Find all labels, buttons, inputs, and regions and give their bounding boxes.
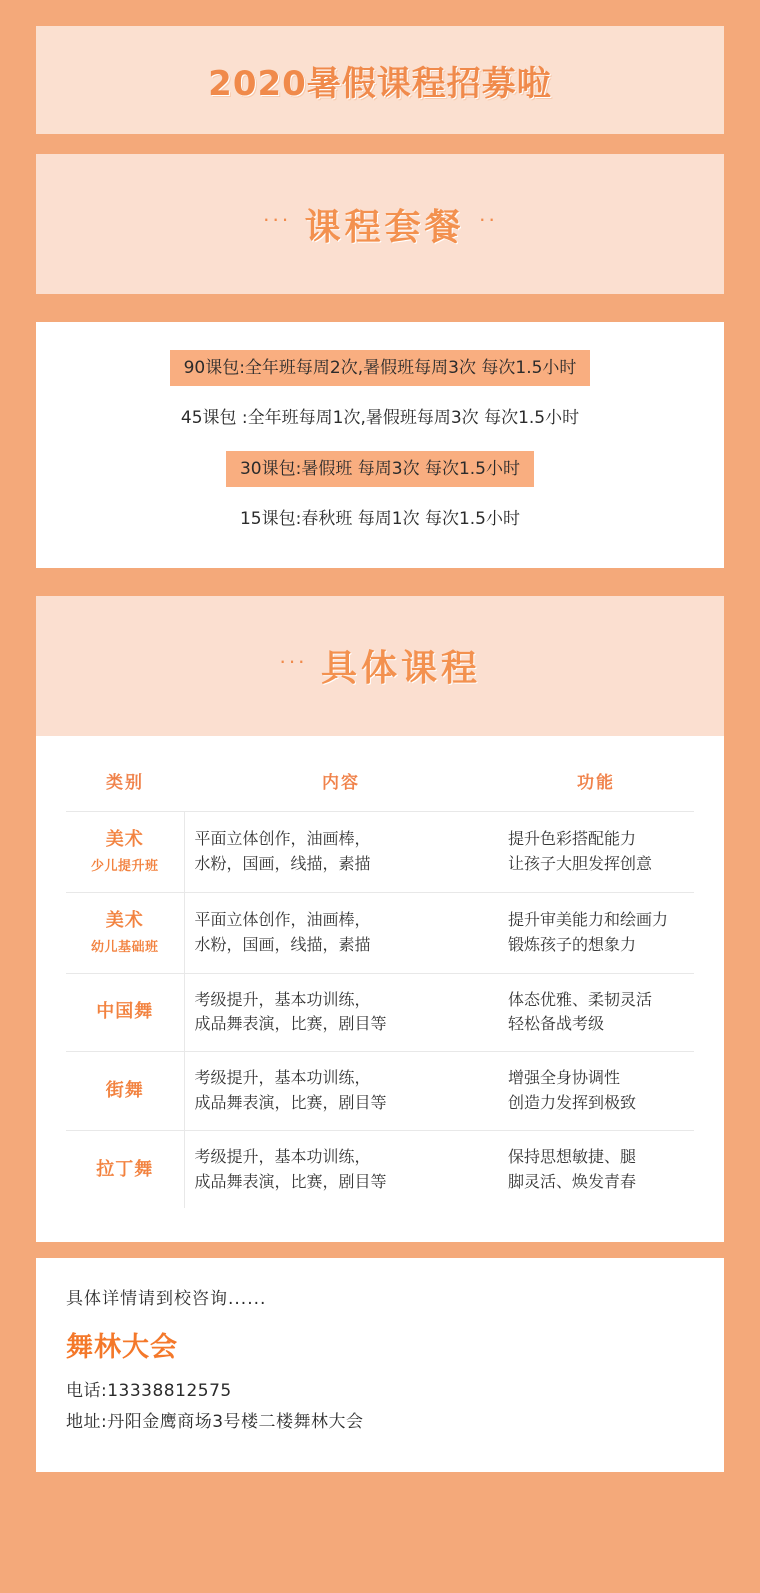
cell-content [184,1130,498,1208]
content-line-2: 水粉，国画，线描，素描 [194,853,371,873]
table-row [66,892,694,973]
category-main: 街舞 [105,1080,144,1102]
cell-function [498,1052,694,1131]
cell-category [66,1052,184,1131]
function-line-2: 脚灵活、焕发青春 [508,1171,637,1191]
category-main: 美术 [105,909,144,931]
content-line-1: 平面立体创作，油画棒， [194,828,371,848]
contact-phone: 电话:13338812575 [66,1381,232,1402]
function-line-2: 锻炼孩子的想象力 [508,934,637,954]
category-main: 拉丁舞 [96,1158,154,1180]
table-row [66,1052,694,1131]
cell-category [66,1130,184,1208]
cell-function [498,973,694,1052]
courses-table-body [66,811,694,1208]
spacer [36,568,724,596]
dots-left-icon: ··· [262,206,291,231]
header-banner [36,26,724,134]
dots-right-icon: ·· [478,206,498,231]
section-title-courses: 具体课程 [320,648,481,690]
cell-function [498,892,694,973]
package-row: 45课包 :全年班每周1次,暑假班每周3次 每次1.5小时 [180,408,580,429]
function-line-1: 体态优雅、柔韧灵活 [508,989,653,1009]
packages-card [36,322,724,568]
cell-content [184,892,498,973]
section-title-packages: 课程套餐 [304,206,465,248]
cell-category [66,811,184,892]
cell-function [498,1130,694,1208]
content-line-1: 平面立体创作，油画棒， [194,909,371,929]
contact-address: 地址:丹阳金鹰商场3号楼二楼舞林大会 [66,1412,364,1433]
category-main: 中国舞 [96,1001,154,1023]
brand-name: 舞林大会 [66,1332,178,1364]
function-line-2: 轻松备战考级 [508,1014,605,1034]
spacer [36,134,724,154]
cell-content [184,811,498,892]
content-line-1: 考级提升，基本功训练， [194,989,371,1009]
content-line-1: 考级提升，基本功训练， [194,1146,371,1166]
content-line-2: 水粉，国画，线描，素描 [194,934,371,954]
column-header-category: 类别 [106,772,144,793]
cell-category [66,973,184,1052]
function-line-1: 提升审美能力和绘画力 [508,909,669,929]
table-row [66,1130,694,1208]
spacer [36,294,724,322]
section-heading-inner [279,640,481,691]
function-line-2: 让孩子大胆发挥创意 [508,853,653,873]
table-row [66,811,694,892]
category-sub: 少儿提升班 [90,859,159,875]
function-line-1: 增强全身协调性 [508,1068,621,1088]
footer-note: 具体详情请到校咨询...... [66,1289,267,1310]
package-row: 90课包:全年班每周2次,暑假班每周3次 每次1.5小时 [170,350,591,386]
package-row: 15课包:春秋班 每周1次 每次1.5小时 [239,509,521,530]
content-line-2: 成品舞表演，比赛，剧目等 [194,1093,387,1113]
courses-card [36,736,724,1243]
function-line-1: 提升色彩搭配能力 [508,828,637,848]
function-line-2: 创造力发挥到极致 [508,1093,637,1113]
column-header-content: 内容 [322,772,360,793]
category-sub: 幼儿基础班 [90,940,159,956]
section-heading-courses [36,596,724,736]
section-heading-inner [263,199,498,250]
dots-left-icon: ··· [279,647,307,673]
section-heading-packages [36,154,724,294]
page-title: 2020暑假课程招募啦 [208,63,552,104]
cell-category [66,892,184,973]
spacer [36,1242,724,1258]
table-row [66,973,694,1052]
cell-content [184,973,498,1052]
content-line-2: 成品舞表演，比赛，剧目等 [194,1171,387,1191]
column-header-function: 功能 [577,772,615,793]
courses-table [66,762,694,1209]
content-line-2: 成品舞表演，比赛，剧目等 [194,1014,387,1034]
category-main: 美术 [105,828,144,850]
courses-table-head [66,762,694,812]
footer-card [36,1258,724,1472]
content-line-1: 考级提升，基本功训练， [194,1068,371,1088]
cell-function [498,811,694,892]
table-header-row [66,762,694,812]
package-row: 30课包:暑假班 每周3次 每次1.5小时 [226,451,534,487]
function-line-1: 保持思想敏捷、腿 [508,1146,637,1166]
cell-content [184,1052,498,1131]
